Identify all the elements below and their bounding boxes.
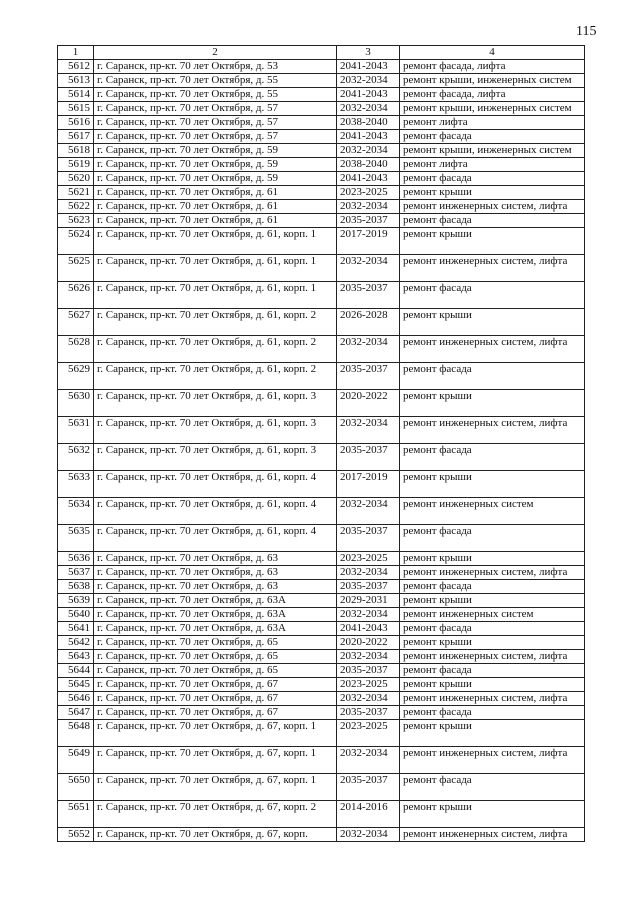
address-cell: г. Саранск, пр-кт. 70 лет Октября, д. 61, корп. 3: [94, 417, 337, 444]
work-type-cell: ремонт инженерных систем: [400, 608, 585, 622]
row-number-cell: 5645: [58, 678, 94, 692]
address-cell: г. Саранск, пр-кт. 70 лет Октября, д. 63А: [94, 608, 337, 622]
row-number-cell: 5634: [58, 498, 94, 525]
address-cell: г. Саранск, пр-кт. 70 лет Октября, д. 63: [94, 566, 337, 580]
work-type-cell: ремонт инженерных систем, лифта: [400, 200, 585, 214]
address-cell: г. Саранск, пр-кт. 70 лет Октября, д. 65: [94, 664, 337, 678]
period-cell: 2035-2037: [337, 664, 400, 678]
table-row: [58, 580, 585, 594]
row-number-cell: 5646: [58, 692, 94, 706]
table-row: [58, 255, 585, 282]
address-cell: г. Саранск, пр-кт. 70 лет Октября, д. 61: [94, 200, 337, 214]
row-number-cell: 5652: [58, 828, 94, 842]
period-cell: 2041-2043: [337, 130, 400, 144]
period-cell: 2032-2034: [337, 566, 400, 580]
work-type-cell: ремонт фасада: [400, 774, 585, 801]
work-type-cell: ремонт фасада, лифта: [400, 60, 585, 74]
address-cell: г. Саранск, пр-кт. 70 лет Октября, д. 55: [94, 74, 337, 88]
work-type-cell: ремонт крыши: [400, 678, 585, 692]
row-number-cell: 5626: [58, 282, 94, 309]
work-type-cell: ремонт крыши: [400, 594, 585, 608]
work-type-cell: ремонт инженерных систем, лифта: [400, 566, 585, 580]
table-row: [58, 552, 585, 566]
table-row: [58, 828, 585, 842]
address-cell: г. Саранск, пр-кт. 70 лет Октября, д. 61, корп. 1: [94, 255, 337, 282]
table-row: [58, 774, 585, 801]
work-type-cell: ремонт крыши: [400, 636, 585, 650]
period-cell: 2017-2019: [337, 228, 400, 255]
work-type-cell: ремонт инженерных систем, лифта: [400, 650, 585, 664]
row-number-cell: 5613: [58, 74, 94, 88]
address-cell: г. Саранск, пр-кт. 70 лет Октября, д. 61, корп. 2: [94, 309, 337, 336]
table-row: [58, 706, 585, 720]
row-number-cell: 5638: [58, 580, 94, 594]
period-cell: 2041-2043: [337, 172, 400, 186]
address-cell: г. Саранск, пр-кт. 70 лет Октября, д. 55: [94, 88, 337, 102]
row-number-cell: 5630: [58, 390, 94, 417]
work-type-cell: ремонт крыши: [400, 720, 585, 747]
row-number-cell: 5619: [58, 158, 94, 172]
period-cell: 2032-2034: [337, 417, 400, 444]
period-cell: 2032-2034: [337, 608, 400, 622]
work-type-cell: ремонт фасада: [400, 664, 585, 678]
work-type-cell: ремонт фасада: [400, 130, 585, 144]
work-type-cell: ремонт лифта: [400, 158, 585, 172]
period-cell: 2029-2031: [337, 594, 400, 608]
work-type-cell: ремонт крыши: [400, 552, 585, 566]
address-cell: г. Саранск, пр-кт. 70 лет Октября, д. 67, корп. 1: [94, 774, 337, 801]
work-type-cell: ремонт лифта: [400, 116, 585, 130]
work-type-cell: ремонт крыши: [400, 471, 585, 498]
row-number-cell: 5621: [58, 186, 94, 200]
row-number-cell: 5648: [58, 720, 94, 747]
row-number-cell: 5637: [58, 566, 94, 580]
row-number-cell: 5628: [58, 336, 94, 363]
row-number-cell: 5649: [58, 747, 94, 774]
table-row: [58, 498, 585, 525]
address-cell: г. Саранск, пр-кт. 70 лет Октября, д. 65: [94, 636, 337, 650]
period-cell: 2035-2037: [337, 214, 400, 228]
work-type-cell: ремонт фасада: [400, 444, 585, 471]
row-number-cell: 5650: [58, 774, 94, 801]
row-number-cell: 5625: [58, 255, 94, 282]
address-cell: г. Саранск, пр-кт. 70 лет Октября, д. 61, корп. 2: [94, 363, 337, 390]
table-row: [58, 102, 585, 116]
period-cell: 2014-2016: [337, 801, 400, 828]
row-number-cell: 5633: [58, 471, 94, 498]
row-number-cell: 5639: [58, 594, 94, 608]
work-type-cell: ремонт крыши: [400, 228, 585, 255]
address-cell: г. Саранск, пр-кт. 70 лет Октября, д. 59: [94, 158, 337, 172]
table-row: [58, 636, 585, 650]
period-cell: 2023-2025: [337, 552, 400, 566]
work-type-cell: ремонт фасада: [400, 214, 585, 228]
work-type-cell: ремонт фасада: [400, 172, 585, 186]
table-row: [58, 801, 585, 828]
period-cell: 2032-2034: [337, 498, 400, 525]
period-cell: 2032-2034: [337, 200, 400, 214]
work-type-cell: ремонт инженерных систем: [400, 498, 585, 525]
table-row: [58, 116, 585, 130]
period-cell: 2032-2034: [337, 747, 400, 774]
work-type-cell: ремонт инженерных систем, лифта: [400, 336, 585, 363]
column-header-2: 2: [94, 46, 337, 60]
work-type-cell: ремонт инженерных систем, лифта: [400, 255, 585, 282]
address-cell: г. Саранск, пр-кт. 70 лет Октября, д. 57: [94, 116, 337, 130]
table-row: [58, 650, 585, 664]
work-type-cell: ремонт крыши: [400, 390, 585, 417]
period-cell: 2023-2025: [337, 186, 400, 200]
table-row: [58, 747, 585, 774]
row-number-cell: 5622: [58, 200, 94, 214]
row-number-cell: 5635: [58, 525, 94, 552]
address-cell: г. Саранск, пр-кт. 70 лет Октября, д. 61, корп. 4: [94, 525, 337, 552]
period-cell: 2035-2037: [337, 774, 400, 801]
period-cell: 2032-2034: [337, 336, 400, 363]
address-cell: г. Саранск, пр-кт. 70 лет Октября, д. 59: [94, 172, 337, 186]
table-row: [58, 363, 585, 390]
row-number-cell: 5641: [58, 622, 94, 636]
table-row: [58, 390, 585, 417]
table-row: [58, 172, 585, 186]
address-cell: г. Саранск, пр-кт. 70 лет Октября, д. 61: [94, 186, 337, 200]
column-header-3: 3: [337, 46, 400, 60]
address-cell: г. Саранск, пр-кт. 70 лет Октября, д. 63: [94, 552, 337, 566]
address-cell: г. Саранск, пр-кт. 70 лет Октября, д. 67, корп. 1: [94, 720, 337, 747]
period-cell: 2032-2034: [337, 650, 400, 664]
work-type-cell: ремонт инженерных систем, лифта: [400, 417, 585, 444]
address-cell: г. Саранск, пр-кт. 70 лет Октября, д. 57: [94, 102, 337, 116]
table-row: [58, 622, 585, 636]
work-type-cell: ремонт инженерных систем, лифта: [400, 828, 585, 842]
period-cell: 2038-2040: [337, 158, 400, 172]
table-row: [58, 678, 585, 692]
table-row: [58, 608, 585, 622]
address-cell: г. Саранск, пр-кт. 70 лет Октября, д. 59: [94, 144, 337, 158]
address-cell: г. Саранск, пр-кт. 70 лет Октября, д. 61, корп. 1: [94, 282, 337, 309]
period-cell: 2032-2034: [337, 102, 400, 116]
period-cell: 2020-2022: [337, 636, 400, 650]
table-row: [58, 130, 585, 144]
address-cell: г. Саранск, пр-кт. 70 лет Октября, д. 63А: [94, 594, 337, 608]
table-body: [58, 60, 585, 842]
work-type-cell: ремонт фасада: [400, 706, 585, 720]
row-number-cell: 5618: [58, 144, 94, 158]
period-cell: 2017-2019: [337, 471, 400, 498]
table-row: [58, 214, 585, 228]
period-cell: 2032-2034: [337, 692, 400, 706]
work-type-cell: ремонт инженерных систем, лифта: [400, 747, 585, 774]
address-cell: г. Саранск, пр-кт. 70 лет Октября, д. 61: [94, 214, 337, 228]
row-number-cell: 5644: [58, 664, 94, 678]
row-number-cell: 5620: [58, 172, 94, 186]
table-row: [58, 720, 585, 747]
table-row: [58, 594, 585, 608]
address-cell: г. Саранск, пр-кт. 70 лет Октября, д. 65: [94, 650, 337, 664]
table-row: [58, 566, 585, 580]
row-number-cell: 5651: [58, 801, 94, 828]
row-number-cell: 5643: [58, 650, 94, 664]
period-cell: 2032-2034: [337, 828, 400, 842]
table-header-row: [58, 46, 585, 60]
work-type-cell: ремонт фасада: [400, 525, 585, 552]
period-cell: 2023-2025: [337, 678, 400, 692]
address-cell: г. Саранск, пр-кт. 70 лет Октября, д. 57: [94, 130, 337, 144]
table-row: [58, 88, 585, 102]
work-type-cell: ремонт фасада: [400, 363, 585, 390]
column-header-1: 1: [58, 46, 94, 60]
repair-schedule-table: [57, 45, 585, 842]
row-number-cell: 5617: [58, 130, 94, 144]
period-cell: 2032-2034: [337, 74, 400, 88]
work-type-cell: ремонт фасада: [400, 282, 585, 309]
period-cell: 2035-2037: [337, 363, 400, 390]
table-row: [58, 228, 585, 255]
row-number-cell: 5640: [58, 608, 94, 622]
row-number-cell: 5616: [58, 116, 94, 130]
row-number-cell: 5647: [58, 706, 94, 720]
address-cell: г. Саранск, пр-кт. 70 лет Октября, д. 67, корп.: [94, 828, 337, 842]
table-row: [58, 692, 585, 706]
table-row: [58, 74, 585, 88]
table-row: [58, 282, 585, 309]
period-cell: 2020-2022: [337, 390, 400, 417]
period-cell: 2035-2037: [337, 525, 400, 552]
table-row: [58, 525, 585, 552]
row-number-cell: 5627: [58, 309, 94, 336]
table-row: [58, 144, 585, 158]
work-type-cell: ремонт крыши, инженерных систем: [400, 144, 585, 158]
row-number-cell: 5636: [58, 552, 94, 566]
period-cell: 2035-2037: [337, 706, 400, 720]
table-row: [58, 186, 585, 200]
work-type-cell: ремонт крыши: [400, 309, 585, 336]
address-cell: г. Саранск, пр-кт. 70 лет Октября, д. 61, корп. 4: [94, 498, 337, 525]
table-row: [58, 417, 585, 444]
period-cell: 2041-2043: [337, 60, 400, 74]
row-number-cell: 5631: [58, 417, 94, 444]
page-number: 115: [576, 24, 597, 39]
table-row: [58, 309, 585, 336]
row-number-cell: 5629: [58, 363, 94, 390]
row-number-cell: 5624: [58, 228, 94, 255]
work-type-cell: ремонт фасада, лифта: [400, 88, 585, 102]
work-type-cell: ремонт крыши, инженерных систем: [400, 74, 585, 88]
row-number-cell: 5615: [58, 102, 94, 116]
period-cell: 2041-2043: [337, 88, 400, 102]
table-row: [58, 444, 585, 471]
row-number-cell: 5614: [58, 88, 94, 102]
row-number-cell: 5623: [58, 214, 94, 228]
period-cell: 2032-2034: [337, 255, 400, 282]
row-number-cell: 5642: [58, 636, 94, 650]
address-cell: г. Саранск, пр-кт. 70 лет Октября, д. 61, корп. 1: [94, 228, 337, 255]
address-cell: г. Саранск, пр-кт. 70 лет Октября, д. 61, корп. 3: [94, 390, 337, 417]
row-number-cell: 5612: [58, 60, 94, 74]
address-cell: г. Саранск, пр-кт. 70 лет Октября, д. 67: [94, 706, 337, 720]
column-header-4: 4: [400, 46, 585, 60]
work-type-cell: ремонт крыши, инженерных систем: [400, 102, 585, 116]
address-cell: г. Саранск, пр-кт. 70 лет Октября, д. 63: [94, 580, 337, 594]
period-cell: 2038-2040: [337, 116, 400, 130]
period-cell: 2035-2037: [337, 444, 400, 471]
address-cell: г. Саранск, пр-кт. 70 лет Октября, д. 61, корп. 3: [94, 444, 337, 471]
address-cell: г. Саранск, пр-кт. 70 лет Октября, д. 67: [94, 678, 337, 692]
work-type-cell: ремонт крыши: [400, 186, 585, 200]
table-row: [58, 664, 585, 678]
address-cell: г. Саранск, пр-кт. 70 лет Октября, д. 61, корп. 4: [94, 471, 337, 498]
period-cell: 2023-2025: [337, 720, 400, 747]
period-cell: 2035-2037: [337, 580, 400, 594]
address-cell: г. Саранск, пр-кт. 70 лет Октября, д. 63А: [94, 622, 337, 636]
work-type-cell: ремонт крыши: [400, 801, 585, 828]
address-cell: г. Саранск, пр-кт. 70 лет Октября, д. 67: [94, 692, 337, 706]
address-cell: г. Саранск, пр-кт. 70 лет Октября, д. 67, корп. 2: [94, 801, 337, 828]
table-row: [58, 158, 585, 172]
table-row: [58, 471, 585, 498]
table-row: [58, 60, 585, 74]
work-type-cell: ремонт инженерных систем, лифта: [400, 692, 585, 706]
address-cell: г. Саранск, пр-кт. 70 лет Октября, д. 67, корп. 1: [94, 747, 337, 774]
period-cell: 2032-2034: [337, 144, 400, 158]
address-cell: г. Саранск, пр-кт. 70 лет Октября, д. 53: [94, 60, 337, 74]
row-number-cell: 5632: [58, 444, 94, 471]
work-type-cell: ремонт фасада: [400, 580, 585, 594]
table-row: [58, 336, 585, 363]
work-type-cell: ремонт фасада: [400, 622, 585, 636]
period-cell: 2041-2043: [337, 622, 400, 636]
address-cell: г. Саранск, пр-кт. 70 лет Октября, д. 61, корп. 2: [94, 336, 337, 363]
period-cell: 2026-2028: [337, 309, 400, 336]
table-row: [58, 200, 585, 214]
period-cell: 2035-2037: [337, 282, 400, 309]
